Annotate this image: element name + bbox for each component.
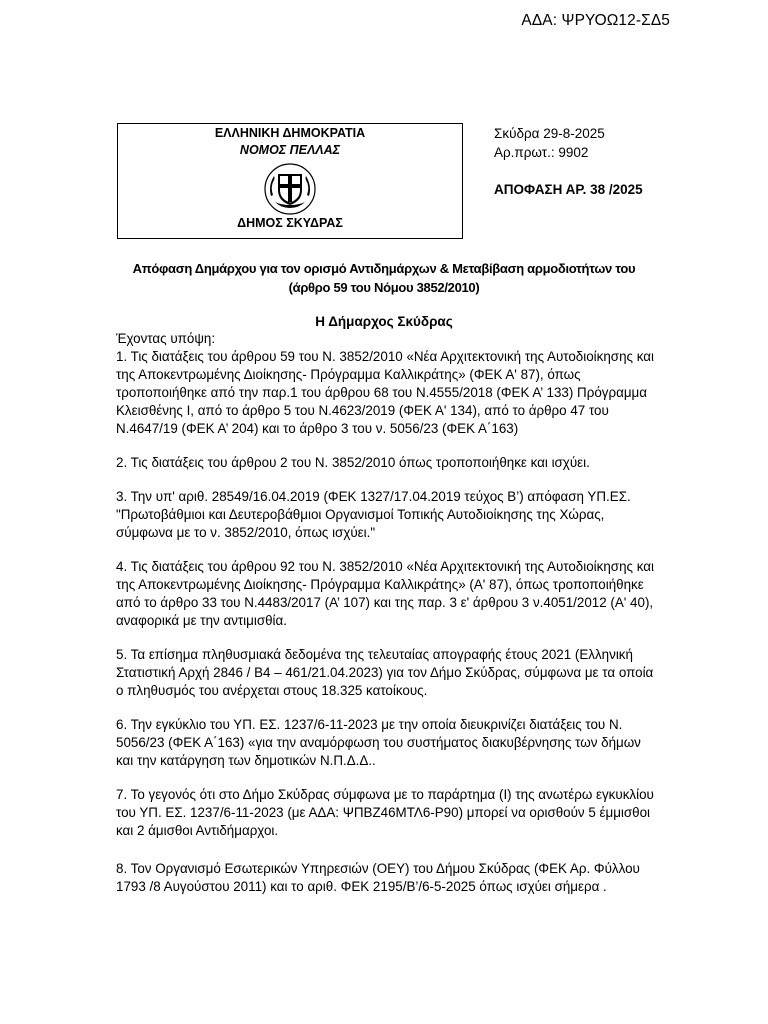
place-date: Σκύδρα 29-8-2025	[494, 126, 605, 141]
consideration-5: 5. Τα επίσημα πληθυσμιακά δεδομένα της τελευταίας απογραφής έτους 2021 (Ελληνική Στατιστική Αρχή 2846 / Β4 – 461/21.04.2023) για τον Δήμο Σκύδρας, σύμφωνα με τα οποία ο πληθυσμός του ανέρχεται στους 18.325 κατοίκους.	[116, 647, 654, 698]
prefecture-heading: ΝΟΜΟΣ ΠΕΛΛΑΣ	[239, 143, 341, 157]
title-line-1: Απόφαση Δημάρχου για τον ορισμό Αντιδημάρχων & Μεταβίβαση αρμοδιοτήτων του	[132, 261, 636, 276]
consideration-2: 2. Τις διατάξεις του άρθρου 2 του Ν. 3852/2010 όπως τροποποιήθηκε και ισχύει.	[116, 455, 590, 470]
issuer-heading: Η Δήμαρχος Σκύδρας	[315, 314, 453, 329]
coat-of-arms-icon	[263, 162, 317, 216]
considerations-intro: Έχοντας υπόψη:	[116, 331, 216, 346]
consideration-8: 8. Τον Οργανισμό Εσωτερικών Υπηρεσιών (ΟΕΥ) του Δήμου Σκύδρας (ΦΕΚ Αρ. Φύλλου 1793 /8 Αυγούστου 2011) και το αριθ. ΦΕΚ 2195/Β’/6-5-2025 όπως ισχύει σήμερα .	[116, 861, 640, 894]
document-meta	[494, 124, 643, 199]
ada-code: ΑΔΑ: ΨΡΥΟΩ12-ΣΔ5	[521, 12, 670, 29]
issuing-authority-box	[117, 123, 463, 239]
consideration-7: 7. Το γεγονός ότι στο Δήμο Σκύδρας σύμφωνα με το παράρτημα (Ι) της ανωτέρω εγκυκλίου του ΥΠ. ΕΣ. 1237/6-11-2023 (με ΑΔΑ: ΨΠΒΖ46ΜΤΛ6-Ρ90) μπορεί να ορισθούν 5 έμμισθοι και 2 άμισθοι Αντιδήμαρχοι.	[116, 787, 654, 838]
consideration-1: 1. Τις διατάξεις του άρθρου 59 του Ν. 3852/2010 «Νέα Αρχιτεκτονική της Αυτοδιοίκησης και της Αποκεντρωμένης Διοίκησης- Πρόγραμμα Καλλικράτης» (ΦΕΚ Α' 87), όπως τροποποιήθηκε από την παρ.1 του άρθρου 68 του Ν.4555/2018 (ΦΕΚ Α’ 133) Πρόγραμμα Κλεισθένης Ι, από το άρθρο 5 του Ν.4623/2019 (ΦΕΚ Α' 134), από το άρθρο 47 του Ν.4647/19 (ΦΕΚ Α’ 204) και το άρθρο 3 του ν. 5056/23 (ΦΕΚ Α΄163)	[116, 349, 654, 436]
decision-number: ΑΠΟΦΑΣΗ ΑΡ. 38 /2025	[494, 182, 643, 197]
consideration-4: 4. Τις διατάξεις του άρθρου 92 του Ν. 3852/2010 «Νέα Αρχιτεκτονική της Αυτοδιοίκησης και της Αποκεντρωμένης Διοίκησης- Πρόγραμμα Καλλικράτης» (Α' 87), όπως τροποποιήθηκε από το άρθρο 33 του Ν.4483/2017 (Α’ 107) και της παρ. 3 ε' άρθρου 3 ν.4051/2012 (Α' 40), αναφορικά με την αντιμισθία.	[116, 559, 654, 628]
document-body	[116, 330, 656, 912]
republic-heading: ΕΛΛΗΝΙΚΗ ΔΗΜΟΚΡΑΤΙΑ	[214, 126, 366, 140]
document-title	[100, 259, 668, 297]
consideration-3: 3. Την υπ' αριθ. 28549/16.04.2019 (ΦΕΚ 1327/17.04.2019 τεύχος Β’) απόφαση ΥΠ.ΕΣ. "Πρωτοβάθμιοι και Δευτεροβάθμιοι Οργανισμοί Τοπικής Αυτοδιοίκησης της Χώρας, σύμφωνα με το ν. 3852/2010, όπως ισχύει."	[116, 489, 631, 540]
municipality-heading: ΔΗΜΟΣ ΣΚΥΔΡΑΣ	[237, 216, 343, 230]
title-line-2: (άρθρο 59 του Νόμου 3852/2010)	[288, 280, 480, 295]
protocol-number: Αρ.πρωτ.: 9902	[494, 145, 589, 160]
consideration-6: 6. Την εγκύκλιο του ΥΠ. ΕΣ. 1237/6-11-2023 με την οποία διευκρινίζει διατάξεις του Ν. 5056/23 (ΦΕΚ Α΄163) «για την αναμόρφωση του συστήματος διακυβέρνησης των δήμων και την κατάργηση των δημοτικών Ν.Π.Δ.Δ..	[116, 717, 641, 768]
